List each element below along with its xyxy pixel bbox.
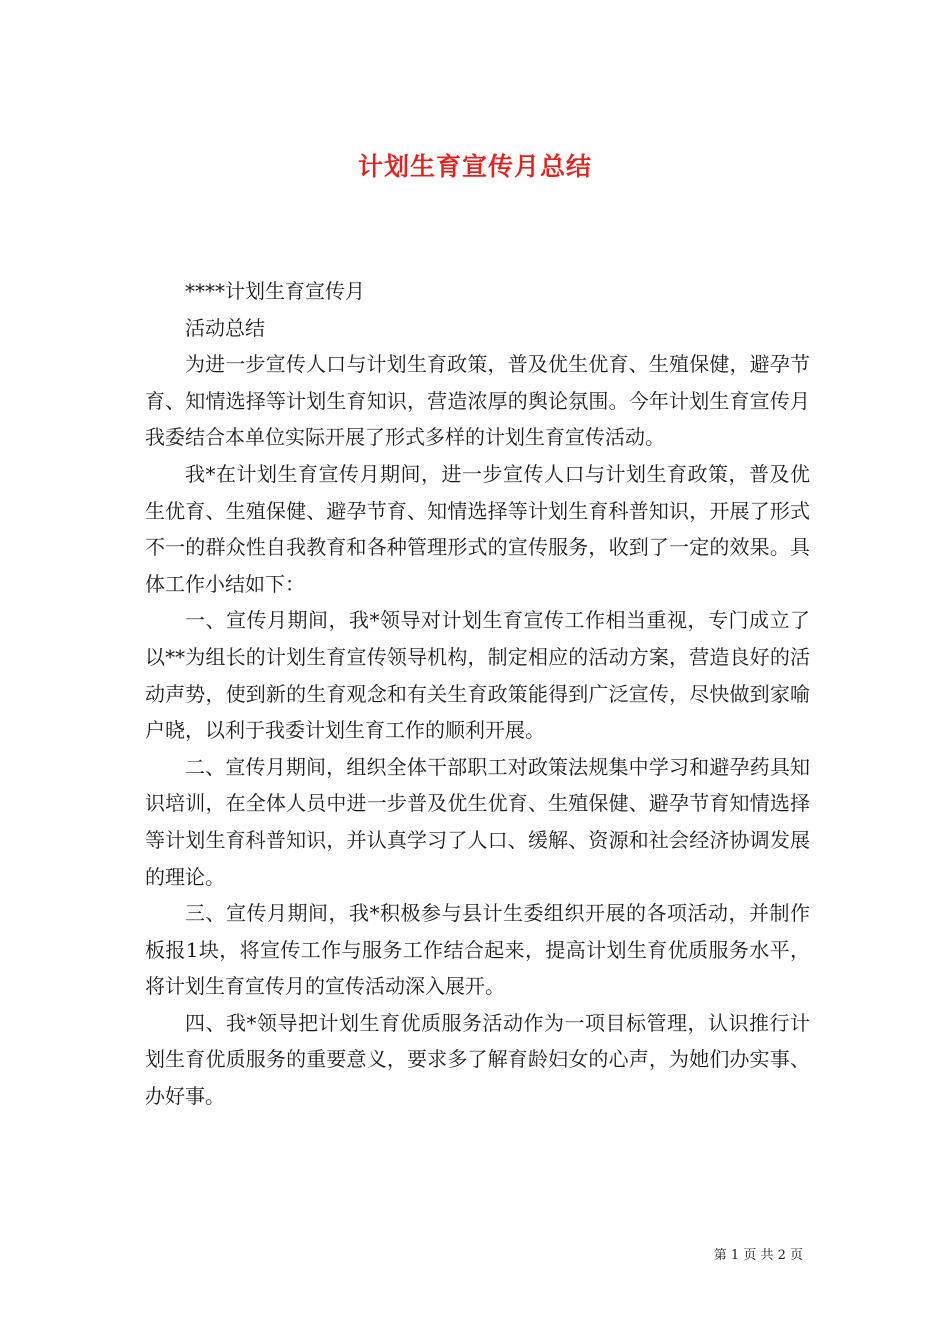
paragraph-intro: 为进一步宣传人口与计划生育政策，普及优生优育、生殖保健，避孕节育、知情选择等计划生育知识，营造浓厚的舆论氛围。今年计划生育宣传月我委结合本单位实际开展了形式多样的计划生育宣传活动。 bbox=[145, 352, 810, 450]
heading-line-1: ****计划生育宣传月 bbox=[185, 279, 365, 303]
heading-line-2: 活动总结 bbox=[185, 315, 265, 340]
paragraph-item-1: 一、宣传月期间，我*领导对计划生育宣传工作相当重视，专门成立了以**为组长的计划生育宣传领导机构，制定相应的活动方案，营造良好的活动声势，使到新的生育观念和有关生育政策能得到广泛宣传，尽快做到家喻户晓，以利于我委计划生育工作的顺利开展。 bbox=[145, 608, 810, 743]
paragraph-overview: 我*在计划生育宣传月期间，进一步宣传人口与计划生育政策，普及优生优育、生殖保健、避孕节育、知情选择等计划生育科普知识，开展了形式不一的群众性自我教育和各种管理形式的宣传服务，收到了一定的效果。具体工作小结如下： bbox=[145, 461, 810, 596]
paragraph-item-2: 二、宣传月期间，组织全体干部职工对政策法规集中学习和避孕药具知识培训，在全体人员中进一步普及优生优育、生殖保健、避孕节育知情选择等计划生育科普知识，并认真学习了人口、缓解、资源和社会经济协调发展的理论。 bbox=[145, 754, 810, 889]
page-title: 计划生育宣传月总结 bbox=[357, 151, 592, 181]
paragraph-item-4: 四、我*领导把计划生育优质服务活动作为一项目标管理，认识推行计划生育优质服务的重要意义，要求多了解育龄妇女的心声，为她们办实事、办好事。 bbox=[145, 1010, 810, 1109]
document-body bbox=[145, 273, 810, 1115]
paragraph-item-3: 三、宣传月期间，我*积极参与县计生委组织开展的各项活动，并制作板报1块，将宣传工作与服务工作结合起来，提高计划生育优质服务水平，将计划生育宣传月的宣传活动深入展开。 bbox=[145, 901, 810, 999]
page-number-footer: 第 1 页 共 2 页 bbox=[713, 1248, 803, 1263]
